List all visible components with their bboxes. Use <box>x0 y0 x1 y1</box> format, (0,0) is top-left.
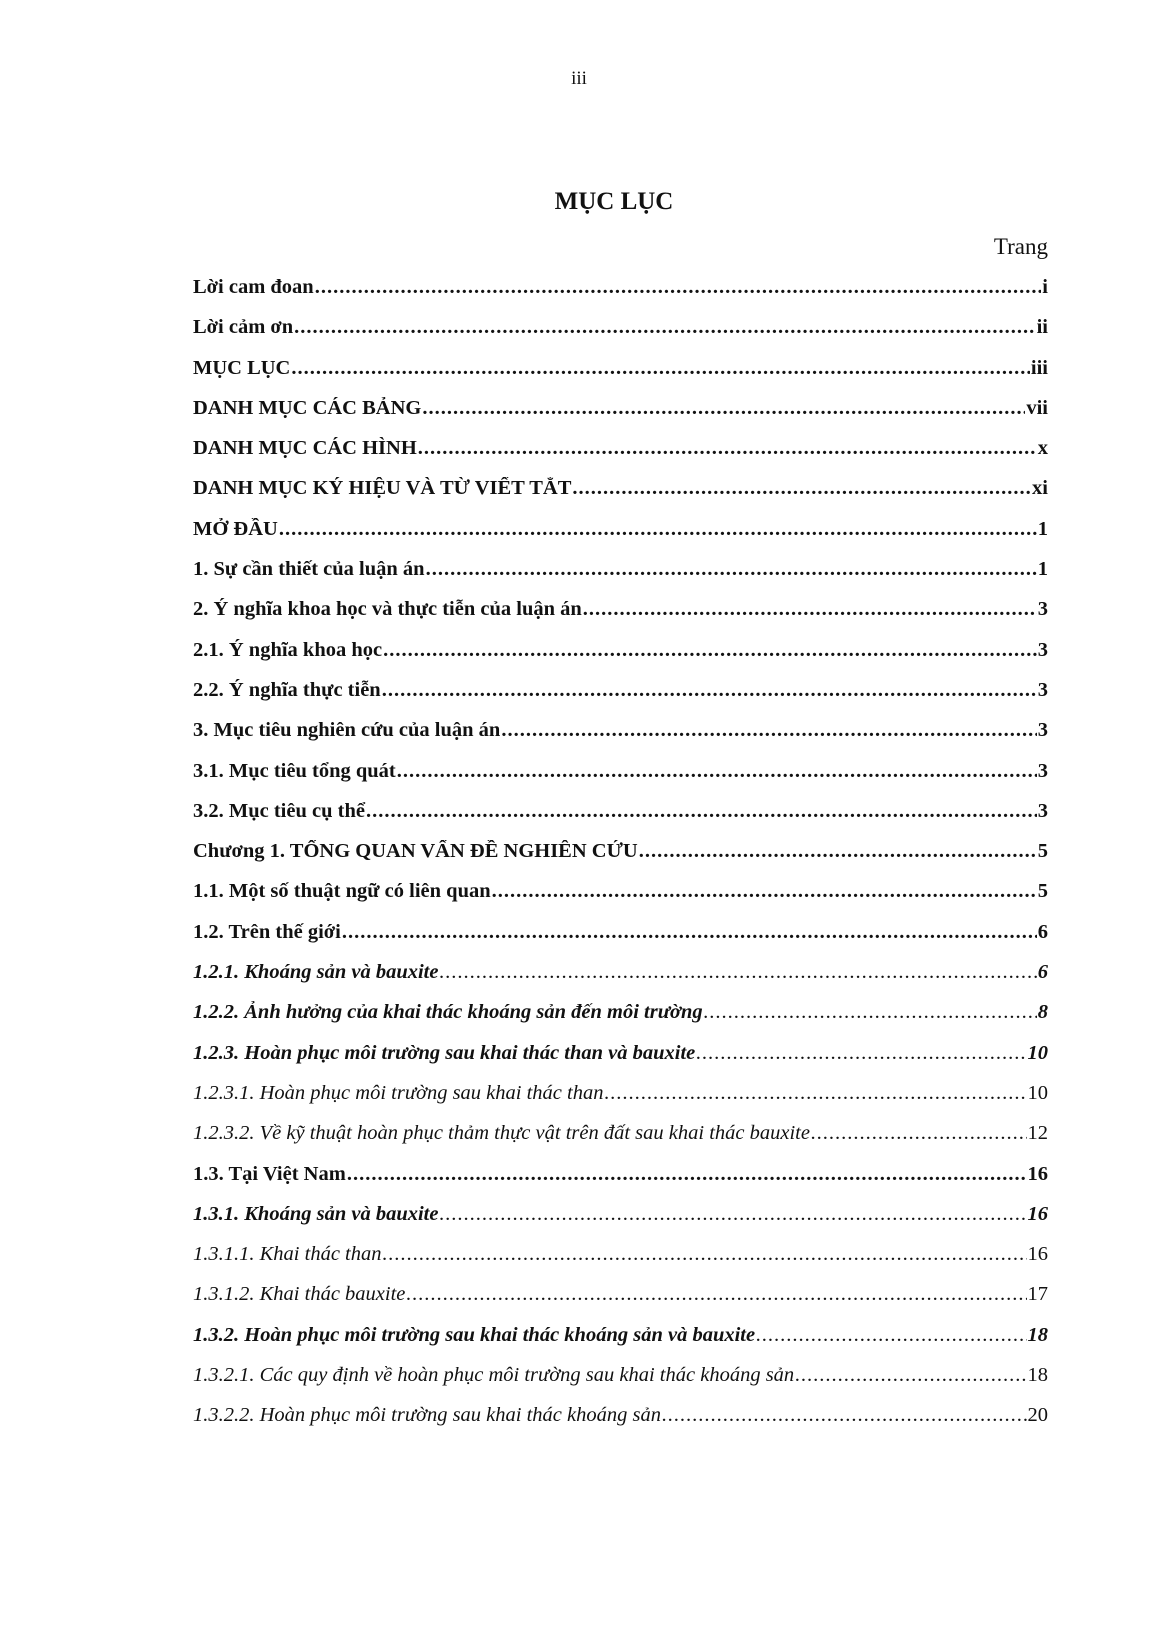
toc-entry <box>193 1122 1048 1162</box>
toc-entry-page: 6 <box>1037 920 1048 943</box>
toc-entry <box>193 639 1048 679</box>
toc-entry <box>193 840 1048 880</box>
toc-dot-leader <box>756 1324 1026 1347</box>
toc-entry <box>193 1001 1048 1041</box>
toc-entry-page: xi <box>1032 477 1048 500</box>
toc-entry-page: 18 <box>1027 1323 1048 1346</box>
toc-entry-page: 3 <box>1037 759 1048 782</box>
toc-entry <box>193 1163 1048 1203</box>
toc-entry <box>193 760 1048 800</box>
toc-dot-leader <box>426 558 1037 581</box>
toc-entry-page: 3 <box>1037 799 1048 822</box>
toc-entry-page: 3 <box>1037 719 1048 742</box>
toc-entry-page: 17 <box>1027 1283 1048 1306</box>
toc-entry <box>193 316 1048 356</box>
toc-entry-title: 1.1. Một số thuật ngữ có liên quan <box>193 880 491 903</box>
toc-dot-leader <box>291 357 1030 380</box>
toc-entry-title: Lời cảm ơn <box>193 316 294 339</box>
toc-entry-page: 16 <box>1027 1202 1048 1225</box>
toc-entry-page: 3 <box>1037 638 1048 661</box>
toc-entry-title: MỤC LỤC <box>193 356 291 379</box>
toc-dot-leader <box>662 1404 1027 1427</box>
toc-entry-title: 3.1. Mục tiêu tổng quát <box>193 759 396 782</box>
toc-entry-title: 1.2.2. Ảnh hưởng của khai thác khoáng sản đến môi trường <box>193 1001 703 1024</box>
toc-entry <box>193 961 1048 1001</box>
toc-dot-leader <box>704 1001 1037 1024</box>
toc-entry-title: 1.2.1. Khoáng sản và bauxite <box>193 961 439 984</box>
toc-entry <box>193 558 1048 598</box>
toc-dot-leader <box>418 437 1037 460</box>
toc-entry-page: 1 <box>1037 558 1048 581</box>
toc-entry-page: 6 <box>1037 961 1048 984</box>
toc-entry-page: 8 <box>1037 1001 1048 1024</box>
toc-entry-page: 1 <box>1037 517 1048 540</box>
toc-entry <box>193 518 1048 558</box>
toc-entry-title: Lời cam đoan <box>193 276 314 298</box>
toc-dot-leader <box>382 1243 1026 1266</box>
toc-entry-title: 1.3.1.1. Khai thác than <box>193 1243 382 1266</box>
toc-entry-page: 20 <box>1027 1404 1048 1427</box>
toc-dot-leader <box>342 921 1037 944</box>
toc-entry-page: 3 <box>1037 678 1048 701</box>
toc-entry <box>193 276 1048 316</box>
toc-entry <box>193 397 1048 437</box>
toc-entry-page: i <box>1042 276 1048 298</box>
toc-entry <box>193 880 1048 920</box>
toc-entry-page: x <box>1037 437 1048 460</box>
toc-entry <box>193 1324 1048 1364</box>
toc-dot-leader <box>439 961 1036 984</box>
toc-entry-title: 1.2.3.1. Hoàn phục môi trường sau khai thác than <box>193 1081 604 1104</box>
toc-entry <box>193 357 1048 397</box>
toc-entry-title: 2.2. Ý nghĩa thực tiễn <box>193 678 381 701</box>
toc-entry-page: 12 <box>1027 1122 1048 1145</box>
toc-entry <box>193 679 1048 719</box>
toc-dot-leader <box>279 518 1037 541</box>
toc-entry <box>193 1042 1048 1082</box>
toc-list <box>193 276 1048 1445</box>
toc-dot-leader <box>382 679 1037 702</box>
toc-dot-leader <box>811 1122 1027 1145</box>
page-column-label: Trang <box>993 234 1048 259</box>
toc-entry-page: 18 <box>1027 1364 1048 1387</box>
toc-dot-leader <box>366 800 1037 823</box>
toc-entry-title: 1.3.2. Hoàn phục môi trường sau khai thác khoáng sản và bauxite <box>193 1323 756 1346</box>
toc-dot-leader <box>347 1163 1027 1186</box>
toc-entry <box>193 1364 1048 1404</box>
toc-entry <box>193 1203 1048 1243</box>
toc-entry-title: 1. Sự cần thiết của luận án <box>193 558 425 581</box>
toc-dot-leader <box>422 397 1025 420</box>
toc-dot-leader <box>439 1203 1026 1226</box>
toc-title: MỤC LỤC <box>554 188 674 215</box>
toc-dot-leader <box>572 477 1031 500</box>
toc-dot-leader <box>639 840 1037 863</box>
toc-entry-title: 1.3.1. Khoáng sản và bauxite <box>193 1202 439 1225</box>
toc-entry <box>193 437 1048 477</box>
toc-entry-page: 5 <box>1037 840 1048 863</box>
toc-dot-leader <box>315 276 1042 299</box>
toc-entry-title: 3.2. Mục tiêu cụ thể <box>193 799 365 822</box>
toc-dot-leader <box>492 880 1037 903</box>
toc-entry-title: 1.3. Tại Việt Nam <box>193 1162 346 1185</box>
toc-entry-page: 10 <box>1027 1081 1048 1104</box>
toc-dot-leader <box>294 316 1035 339</box>
toc-entry <box>193 800 1048 840</box>
toc-entry <box>193 1082 1048 1122</box>
toc-entry-title: Chương 1. TỔNG QUAN VẤN ĐỀ NGHIÊN CỨU <box>193 840 638 863</box>
toc-dot-leader <box>604 1082 1026 1105</box>
toc-entry-title: 1.2. Trên thế giới <box>193 920 341 943</box>
toc-dot-leader <box>397 760 1037 783</box>
toc-entry-title: 2. Ý nghĩa khoa học và thực tiễn của luận án <box>193 598 582 621</box>
toc-entry <box>193 1404 1048 1444</box>
toc-entry-page: ii <box>1036 316 1048 339</box>
toc-entry <box>193 477 1048 517</box>
toc-dot-leader <box>501 719 1036 742</box>
toc-entry-page: 16 <box>1027 1243 1048 1266</box>
toc-entry-title: 1.3.2.2. Hoàn phục môi trường sau khai thác khoáng sản <box>193 1404 661 1427</box>
toc-entry-page: 16 <box>1027 1162 1048 1185</box>
toc-dot-leader <box>406 1283 1026 1306</box>
toc-entry <box>193 921 1048 961</box>
toc-entry <box>193 1283 1048 1323</box>
toc-entry-page: 5 <box>1037 880 1048 903</box>
toc-dot-leader <box>795 1364 1026 1387</box>
toc-entry-page: 10 <box>1027 1041 1048 1064</box>
toc-entry-title: 3. Mục tiêu nghiên cứu của luận án <box>193 719 501 742</box>
toc-dot-leader <box>696 1042 1026 1065</box>
page-number: iii <box>571 68 587 89</box>
toc-entry-page: iii <box>1030 356 1048 379</box>
toc-entry-page: vii <box>1026 396 1048 419</box>
toc-entry-title: 2.1. Ý nghĩa khoa học <box>193 638 383 661</box>
toc-entry-title: DANH MỤC CÁC BẢNG <box>193 396 422 419</box>
toc-entry-title: DANH MỤC KÝ HIỆU VÀ TỪ VIẾT TẮT <box>193 477 572 500</box>
toc-entry-title: 1.2.3.2. Về kỹ thuật hoàn phục thảm thực vật trên đất sau khai thác bauxite <box>193 1122 810 1145</box>
toc-dot-leader <box>583 598 1037 621</box>
toc-entry <box>193 1243 1048 1283</box>
toc-entry-title: MỞ ĐẦU <box>193 517 278 540</box>
toc-entry-title: 1.3.1.2. Khai thác bauxite <box>193 1283 406 1306</box>
toc-dot-leader <box>383 639 1037 662</box>
toc-entry-page: 3 <box>1037 598 1048 621</box>
toc-entry-title: 1.2.3. Hoàn phục môi trường sau khai thác than và bauxite <box>193 1041 696 1064</box>
toc-entry-title: 1.3.2.1. Các quy định về hoàn phục môi trường sau khai thác khoáng sản <box>193 1364 795 1387</box>
toc-entry <box>193 598 1048 638</box>
toc-entry-title: DANH MỤC CÁC HÌNH <box>193 437 417 460</box>
toc-entry <box>193 719 1048 759</box>
